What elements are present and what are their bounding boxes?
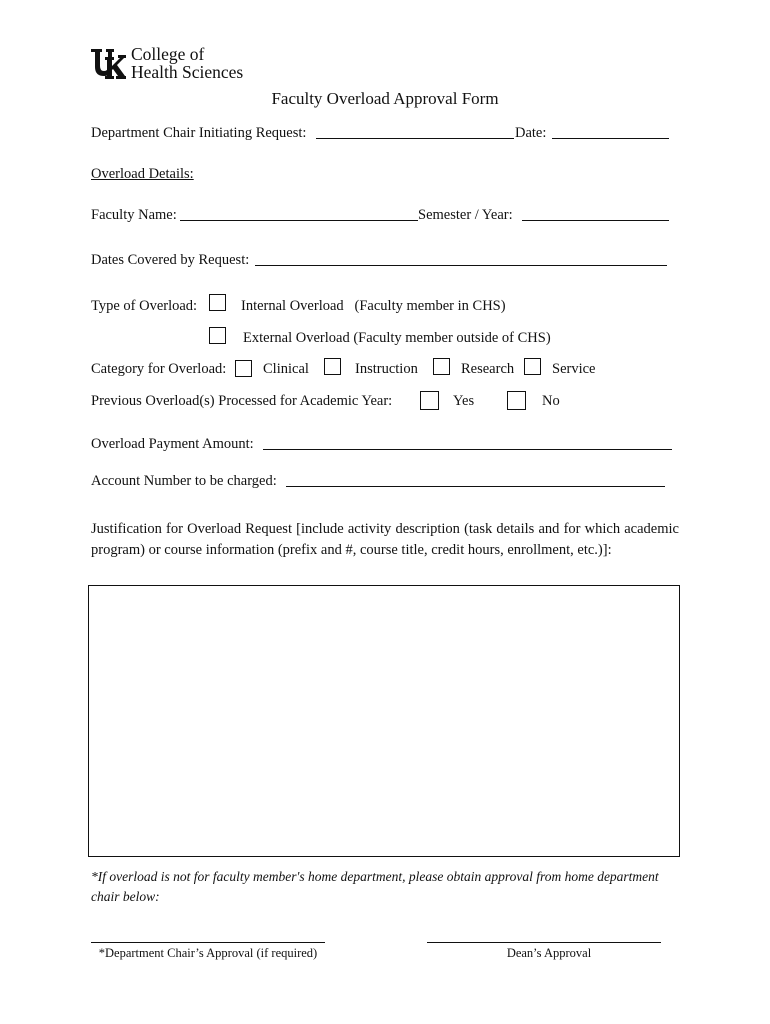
research-label: Research <box>461 361 515 377</box>
payment-amount-field[interactable] <box>263 449 672 450</box>
faculty-name-label: Faculty Name: <box>91 207 177 223</box>
date-label: Date: <box>515 125 547 141</box>
external-overload-label: External Overload (Faculty member outside of CHS) <box>243 330 551 346</box>
form-title: Faculty Overload Approval Form <box>271 89 499 108</box>
dept-chair-approval-label: *Department Chair’s Approval (if required) <box>98 946 318 960</box>
previous-yes-checkbox[interactable] <box>420 391 439 410</box>
internal-overload-checkbox[interactable] <box>209 294 226 311</box>
previous-overload-label: Previous Overload(s) Processed for Academic Year: <box>91 393 393 409</box>
semester-year-field[interactable] <box>522 220 669 221</box>
date-field[interactable] <box>552 138 669 139</box>
dates-covered-field[interactable] <box>255 265 667 266</box>
clinical-label: Clinical <box>263 361 309 377</box>
dean-approval-label: Dean’s Approval <box>506 946 592 960</box>
account-number-field[interactable] <box>286 486 665 487</box>
overload-details-heading: Overload Details: <box>91 166 194 182</box>
external-overload-checkbox[interactable] <box>209 327 226 344</box>
payment-amount-label: Overload Payment Amount: <box>91 436 254 452</box>
previous-no-checkbox[interactable] <box>507 391 526 410</box>
faculty-name-field[interactable] <box>180 220 418 221</box>
clinical-checkbox[interactable] <box>235 360 252 377</box>
home-department-note: *If overload is not for faculty member's home department, please obtain approval from home department chair below: <box>91 869 659 904</box>
college-name-line1: College of <box>131 44 205 64</box>
previous-no-label: No <box>542 393 560 409</box>
dept-chair-signature-line[interactable] <box>91 942 325 943</box>
college-name-line2: Health Sciences <box>131 62 244 82</box>
type-of-overload-label: Type of Overload: <box>91 298 198 314</box>
uk-monogram-icon <box>90 46 126 80</box>
research-checkbox[interactable] <box>433 358 450 375</box>
account-number-label: Account Number to be charged: <box>91 473 277 489</box>
dean-signature-line[interactable] <box>427 942 661 943</box>
college-name <box>131 45 243 81</box>
category-label: Category for Overload: <box>91 361 227 377</box>
service-label: Service <box>552 361 596 377</box>
justification-label: Justification for Overload Request [include activity description (task details and for which academic program) or course information (prefix and #, course title, credit hours, enrollment, etc.)]: <box>91 521 679 558</box>
internal-overload-label: Internal Overload (Faculty member in CHS) <box>241 298 506 314</box>
previous-yes-label: Yes <box>453 393 475 409</box>
instruction-label: Instruction <box>355 361 418 377</box>
dept-chair-field[interactable] <box>316 138 514 139</box>
semester-year-label: Semester / Year: <box>418 207 513 223</box>
justification-textbox[interactable] <box>88 585 680 857</box>
service-checkbox[interactable] <box>524 358 541 375</box>
instruction-checkbox[interactable] <box>324 358 341 375</box>
dept-chair-label: Department Chair Initiating Request: <box>91 125 307 141</box>
dates-covered-label: Dates Covered by Request: <box>91 252 250 268</box>
